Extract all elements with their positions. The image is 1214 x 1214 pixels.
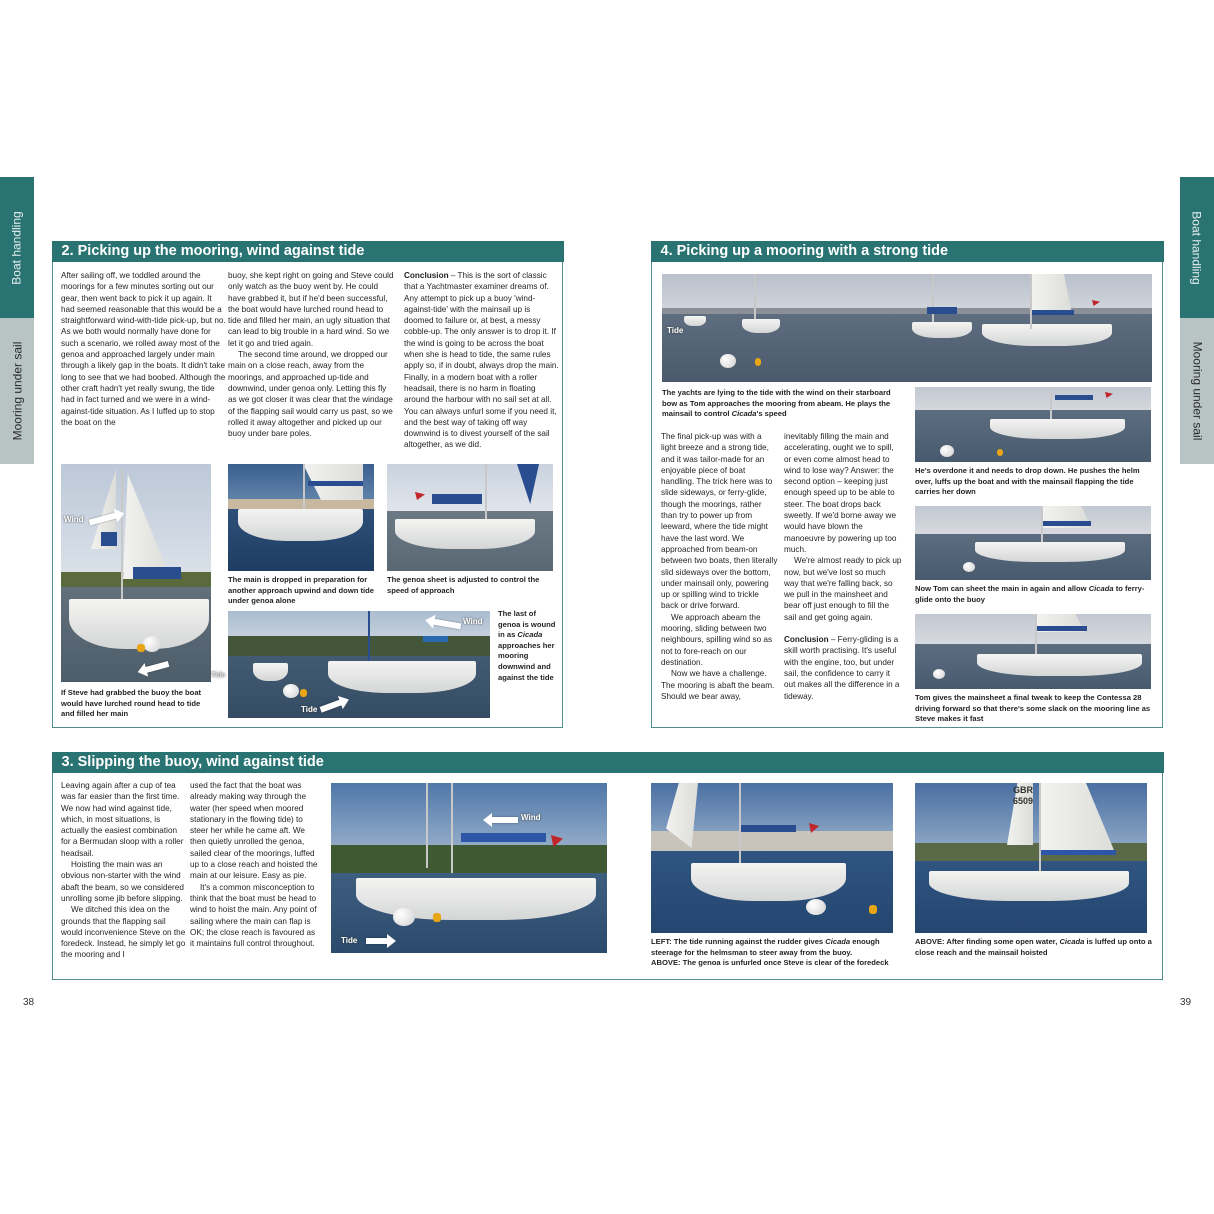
section-4-col-2 bbox=[784, 431, 902, 702]
page-number-left: 38 bbox=[23, 997, 35, 1008]
photo-wind-against-tide-buoy bbox=[61, 464, 211, 682]
photo-last-of-genoa bbox=[228, 611, 490, 718]
side-tab-right-subsection bbox=[1180, 318, 1214, 464]
page-number-right: 39 bbox=[1180, 997, 1192, 1008]
paragraph: After sailing off, we toddled around the moorings for a few minutes sorting out our gear, then went back to pick it up again. It had seemed reasonable that this would be a straightforward wind-with-tide pick-up, but no. As we both would normally have done for such a scenario, we rolled away most of the genoa and approached largely under main through a likely gap in the boats. It didn't take long to see that we had boobed. Although the other craft hadn't yet really swung, the tide had in fact turned and we were in a wind-against-tide situation. As I luffed up to stop the boat on the bbox=[61, 271, 226, 427]
section-4-col-1 bbox=[661, 431, 778, 702]
caption-overdone: He's overdone it and needs to drop down. He pushes the helm over, luffs up the boat and with the mainsail flapping the tide carries her down bbox=[915, 466, 1140, 497]
wind-label: Wind bbox=[463, 617, 483, 626]
wind-label: Wind bbox=[521, 813, 541, 822]
caption-photo-4: The last of genoa is wound in as Cicada approaches her mooring downwind and against the tide bbox=[498, 609, 556, 682]
paragraph: Leaving again after a cup of tea was far easier than the first time. We now had wind against tide, which, in most situations, is actually the easiest combination for a Bermudan sloop with a roller headsail. bbox=[61, 781, 184, 858]
photo-overdone bbox=[915, 387, 1151, 462]
section-2-col-2 bbox=[228, 270, 394, 439]
paragraph: buoy, she kept right on going and Steve could only watch as the buoy went by. He could have grabbed it, but if he'd been successful, the boat would have lurched round head to tide and filled her main, an ugly situation that can lead to big trouble in a hard wind. So we let it go and tried again. bbox=[228, 271, 394, 348]
photo-final-tweak bbox=[915, 614, 1151, 689]
section-3-col-1 bbox=[61, 780, 186, 961]
caption-mainsail-hoisted: ABOVE: After finding some open water, Cicada is luffed up onto a close reach and the mainsail hoisted bbox=[915, 937, 1152, 957]
section-4-title: 4. Picking up a mooring with a strong tide bbox=[651, 241, 1164, 262]
sail-number: GBR 6509 bbox=[1013, 785, 1034, 806]
side-tab-left-subsection bbox=[0, 318, 34, 464]
section-3-box bbox=[52, 752, 1163, 980]
section-2-col-3 bbox=[404, 270, 559, 451]
section-2-title: 2. Picking up the mooring, wind against tide bbox=[52, 241, 564, 262]
caption-sheet-main-in: Now Tom can sheet the main in again and allow Cicada to ferry-glide onto the buoy bbox=[915, 584, 1145, 604]
side-tab-right-section-label: Boat handling bbox=[1190, 210, 1204, 285]
paragraph: The second time around, we dropped our main on a close reach, away from the moorings, and approached up-tide and downwind, under genoa only. Letting this fly as we got closer it was clear that the windage of the flapping sail would carry us past, so we rolled it away altogether and picked up our buoy under bare poles. bbox=[228, 350, 393, 439]
photo-panorama-moorings bbox=[662, 274, 1152, 382]
tide-label: Tide bbox=[301, 705, 318, 714]
paragraph: Hoisting the main was an obvious non-starter with the wind abaft the beam, so we considered unrolling some jib before slipping. bbox=[61, 860, 184, 903]
side-tab-left-section bbox=[0, 177, 34, 318]
paragraph: Now we have a challenge. The mooring is abaft the beam. Should we bear away, bbox=[661, 669, 775, 701]
paragraph: Conclusion – Ferry-gliding is a skill worth practising. It's useful with the engine, too, but under sail, the confidence to carry it out makes all the difference in a tideway. bbox=[784, 635, 900, 701]
wind-arrow-icon bbox=[491, 817, 518, 823]
section-2-col-1 bbox=[61, 270, 226, 428]
conclusion-lead: Conclusion bbox=[784, 635, 829, 645]
photo-steer-away bbox=[651, 783, 893, 933]
wind-label: Wind bbox=[64, 515, 84, 524]
photo-genoa-sheet bbox=[387, 464, 553, 571]
photo-slipping-buoy bbox=[331, 783, 607, 953]
tide-label: Tide bbox=[341, 936, 358, 945]
section-4-box bbox=[651, 241, 1163, 728]
side-tab-left-subsection-label: Mooring under sail bbox=[10, 341, 24, 441]
tide-label: Tide bbox=[667, 326, 684, 335]
section-3-col-2 bbox=[190, 780, 318, 949]
tide-arrow-icon bbox=[366, 938, 388, 944]
caption-photo-2: The main is dropped in preparation for another approach upwind and down tide under genoa alone bbox=[228, 575, 374, 606]
caption-steer-away: LEFT: The tide running against the rudder gives Cicada enough steerage for the helmsman to steer away from the buoy. ABOVE: The genoa is unfurled once Steve is clear of the foredeck bbox=[651, 937, 889, 968]
paragraph: inevitably filling the main and accelerating, ought we to spill, or even come almost head to wind to lose way? Answer: the second option – keeping just enough speed up to be able to steer. The boat drops back sweetly. If we'd borne away we would have blown the manoeuvre by powering up too much. bbox=[784, 432, 897, 554]
conclusion-lead: Conclusion bbox=[404, 271, 449, 280]
tide-label: Tide bbox=[211, 672, 226, 679]
paragraph: We ditched this idea on the grounds that the flapping sail would inconvenience Steve on the foredeck. Instead, he simply let go the mooring and I bbox=[61, 905, 186, 960]
side-tab-right-subsection-label: Mooring under sail bbox=[1190, 341, 1204, 441]
paragraph: The final pick-up was with a light breeze and a strong tide, and it was tailor-made for an enjoyable piece of boat handling. The trick here was to slide sideways, or ferry-glide, though the moorings, rather than try to power up from leeward, where the tide might have the last word. We approached from beam-on between two boats, then literally slid sideways over the bottom, under mainsail only, powering up or spilling wind to trickle back or drive forward. bbox=[661, 432, 778, 611]
paragraph: It's a common misconception to think that the boat must be head to wind to hoist the main. Any point of sailing where the main can flap is OK; the close reach is favoured as it maintains full control throughout. bbox=[190, 882, 317, 949]
paragraph: We're almost ready to pick up now, but we've lost so much way that we're falling back, so we pull in the mainsheet and bear off just enough to fill the sail and get going again. bbox=[784, 556, 902, 622]
photo-sheet-main-in bbox=[915, 506, 1151, 580]
section-3-title: 3. Slipping the buoy, wind against tide bbox=[52, 752, 1164, 773]
photo-main-dropped bbox=[228, 464, 374, 571]
caption-panorama: The yachts are lying to the tide with the wind on their starboard bow as Tom approaches the mooring from abeam. He plays the mainsail to control Cicada's speed bbox=[662, 388, 891, 419]
section-2-box bbox=[52, 241, 563, 728]
caption-photo-1: If Steve had grabbed the buoy the boat would have lurched round head to tide and filled her main bbox=[61, 688, 202, 719]
photo-mainsail-hoisted bbox=[915, 783, 1147, 933]
side-tab-left-section-label: Boat handling bbox=[10, 210, 24, 285]
paragraph: Conclusion – This is the sort of classic that a Yachtmaster examiner dreams of. Any attempt to pick up a buoy 'wind-against-tide' with the mainsail up is doomed to failure or, at best, a messy cobble-up. The only answer is to drop it. If the wind is going to be across the boat when she is head to tide, the same rules apply so, if in doubt, always drop the main. Finally, in a modern boat with a roller headsail, there is no harm in floating around the harbour with no sail set at all. You can always unfurl some if you need it, and the best way of taking off way downwind is to divest yourself of the sail altogether, as we did. bbox=[404, 271, 559, 450]
side-tab-right-section bbox=[1180, 177, 1214, 318]
paragraph: used the fact that the boat was already making way through the water (her speed when moored stationary in the flowing tide) to steer her while he came aft. We then quietly unrolled the genoa, sailed clear of the moorings, luffed up to a close reach and hoisted the main at our leisure. Easy as pie. bbox=[190, 781, 318, 881]
caption-final-tweak: Tom gives the mainsheet a final tweak to keep the Contessa 28 driving forward so that there's some slack on the mooring line as Steve makes it fast bbox=[915, 693, 1151, 724]
paragraph: We approach abeam the mooring, sliding between two neighbours, spilling wind so as not to fore-reach on our destination. bbox=[661, 612, 773, 667]
caption-photo-3: The genoa sheet is adjusted to control the speed of approach bbox=[387, 575, 540, 595]
